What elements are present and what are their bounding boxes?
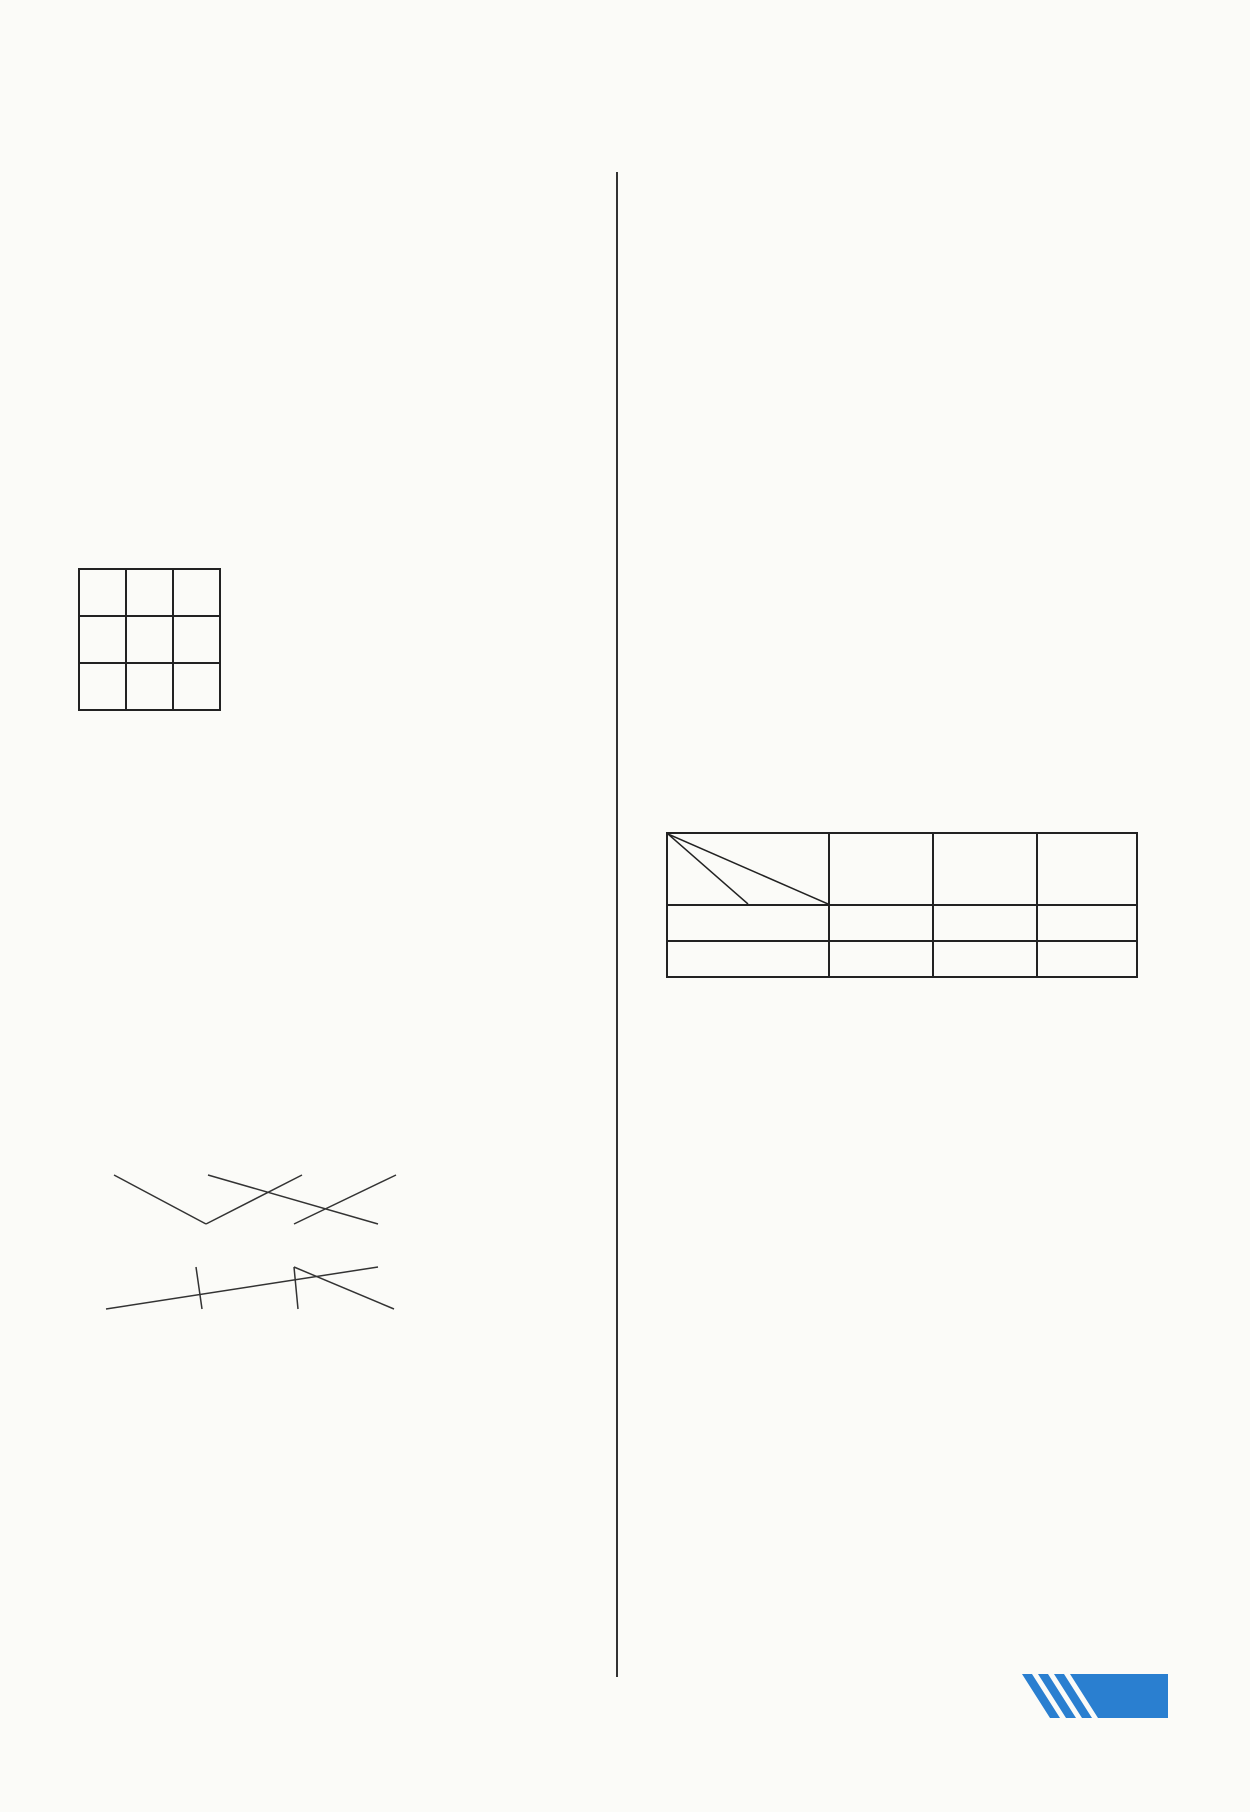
symbol-grid-answer — [76, 564, 606, 710]
match-line — [208, 1175, 378, 1224]
answer-line — [76, 710, 606, 743]
week1-answers — [76, 201, 606, 465]
answer-line — [626, 1050, 1186, 1083]
answer-line — [626, 1116, 1186, 1149]
grid-cell — [173, 616, 220, 663]
answer-line — [626, 1611, 1186, 1644]
column-divider — [616, 172, 618, 1677]
section-title-week2 — [76, 465, 606, 498]
answer-line — [626, 663, 1186, 696]
match-line — [294, 1175, 396, 1224]
answer-line — [626, 1413, 1186, 1446]
match-line — [294, 1267, 394, 1309]
answer-line — [626, 762, 1186, 795]
answer-line — [626, 498, 1186, 531]
answer-line — [626, 1083, 1186, 1116]
answer-line — [626, 1281, 1186, 1314]
table-title — [626, 795, 1186, 828]
answer-line — [626, 234, 1186, 267]
section-title-week3 — [76, 941, 606, 974]
answer-line — [626, 1512, 1186, 1545]
grid-cell — [126, 616, 173, 663]
answer-line — [76, 842, 606, 875]
grid-cell — [126, 663, 173, 710]
answer-line — [76, 1489, 606, 1522]
answer-line — [626, 696, 1186, 729]
match-line — [106, 1267, 378, 1309]
answer-line — [626, 267, 1186, 300]
grid-cell — [79, 663, 126, 710]
answer-line — [76, 366, 606, 399]
answer-line — [626, 1446, 1186, 1479]
table-cell — [1037, 905, 1137, 941]
diagonal-lines — [668, 834, 828, 904]
table-corner-header — [667, 833, 829, 905]
answer-line — [76, 300, 606, 333]
table-cell — [829, 905, 933, 941]
answer-line — [76, 267, 606, 300]
answer-line — [76, 875, 606, 908]
answer-line — [76, 1654, 606, 1687]
table-row — [667, 941, 1137, 977]
answer-line — [76, 1588, 606, 1621]
table-cell — [667, 905, 829, 941]
grid-cell — [173, 663, 220, 710]
answer-line — [626, 168, 1186, 201]
answer-line — [76, 743, 606, 776]
answer-line — [76, 1357, 606, 1390]
answer-line — [76, 201, 606, 234]
answer-line — [626, 1314, 1186, 1347]
matching-diagram — [76, 1139, 496, 1349]
answer-line — [626, 432, 1186, 465]
answer-line — [626, 531, 1186, 564]
answer-line — [76, 1073, 606, 1106]
nutrition-table — [666, 832, 1138, 978]
grid-cell — [173, 569, 220, 616]
matching-answer — [76, 1139, 606, 1357]
answer-line — [76, 498, 606, 531]
answer-line — [626, 465, 1186, 498]
answer-line — [626, 201, 1186, 234]
table-cell — [829, 941, 933, 977]
answer-line — [76, 333, 606, 366]
symbol-grid — [78, 568, 221, 711]
grid-cell — [79, 569, 126, 616]
section-title-week4 — [76, 1555, 606, 1588]
right-column — [626, 168, 1186, 1677]
section-title-week5 — [626, 630, 1186, 663]
answer-line — [626, 729, 1186, 762]
match-line — [206, 1175, 302, 1224]
match-line — [196, 1267, 202, 1309]
table-cell — [933, 905, 1037, 941]
answer-line — [626, 1182, 1186, 1215]
answer-line — [76, 809, 606, 842]
section-title-week1 — [76, 168, 606, 201]
answer-line — [626, 1380, 1186, 1413]
answer-line — [76, 1423, 606, 1456]
answer-line — [76, 1621, 606, 1654]
answer-line — [626, 1545, 1186, 1578]
page-number-badge — [1020, 1672, 1170, 1720]
answer-line — [76, 974, 606, 1007]
answer-line — [626, 300, 1186, 333]
answer-line — [76, 776, 606, 809]
answer-line — [626, 597, 1186, 630]
column-header — [829, 833, 933, 905]
section-title-week6 — [626, 1347, 1186, 1380]
answer-line — [626, 1017, 1186, 1050]
match-line — [294, 1267, 298, 1309]
left-column — [76, 168, 606, 1687]
answer-line — [626, 984, 1186, 1017]
answer-line — [76, 1390, 606, 1423]
answer-line — [76, 908, 606, 941]
grid-cell — [79, 616, 126, 663]
match-line — [114, 1175, 206, 1224]
answer-line — [626, 1578, 1186, 1611]
answer-line — [626, 366, 1186, 399]
table-cell — [933, 941, 1037, 977]
answer-line — [626, 1215, 1186, 1248]
answer-line — [76, 432, 606, 465]
answer-line — [76, 1106, 606, 1139]
answer-line — [626, 1149, 1186, 1182]
table-cell — [1037, 941, 1137, 977]
answer-line — [626, 333, 1186, 366]
table-row — [667, 905, 1137, 941]
answer-line — [76, 1040, 606, 1073]
answer-line — [626, 1248, 1186, 1281]
answer-line — [76, 531, 606, 564]
grid-cell — [126, 569, 173, 616]
answer-line — [76, 399, 606, 432]
answer-line — [626, 564, 1186, 597]
answer-line — [76, 1007, 606, 1040]
column-header — [1037, 833, 1137, 905]
answer-line — [76, 1522, 606, 1555]
column-header — [933, 833, 1037, 905]
answer-line — [626, 399, 1186, 432]
answer-line — [76, 1456, 606, 1489]
answer-line — [626, 1479, 1186, 1512]
answer-line — [76, 234, 606, 267]
table-cell — [667, 941, 829, 977]
